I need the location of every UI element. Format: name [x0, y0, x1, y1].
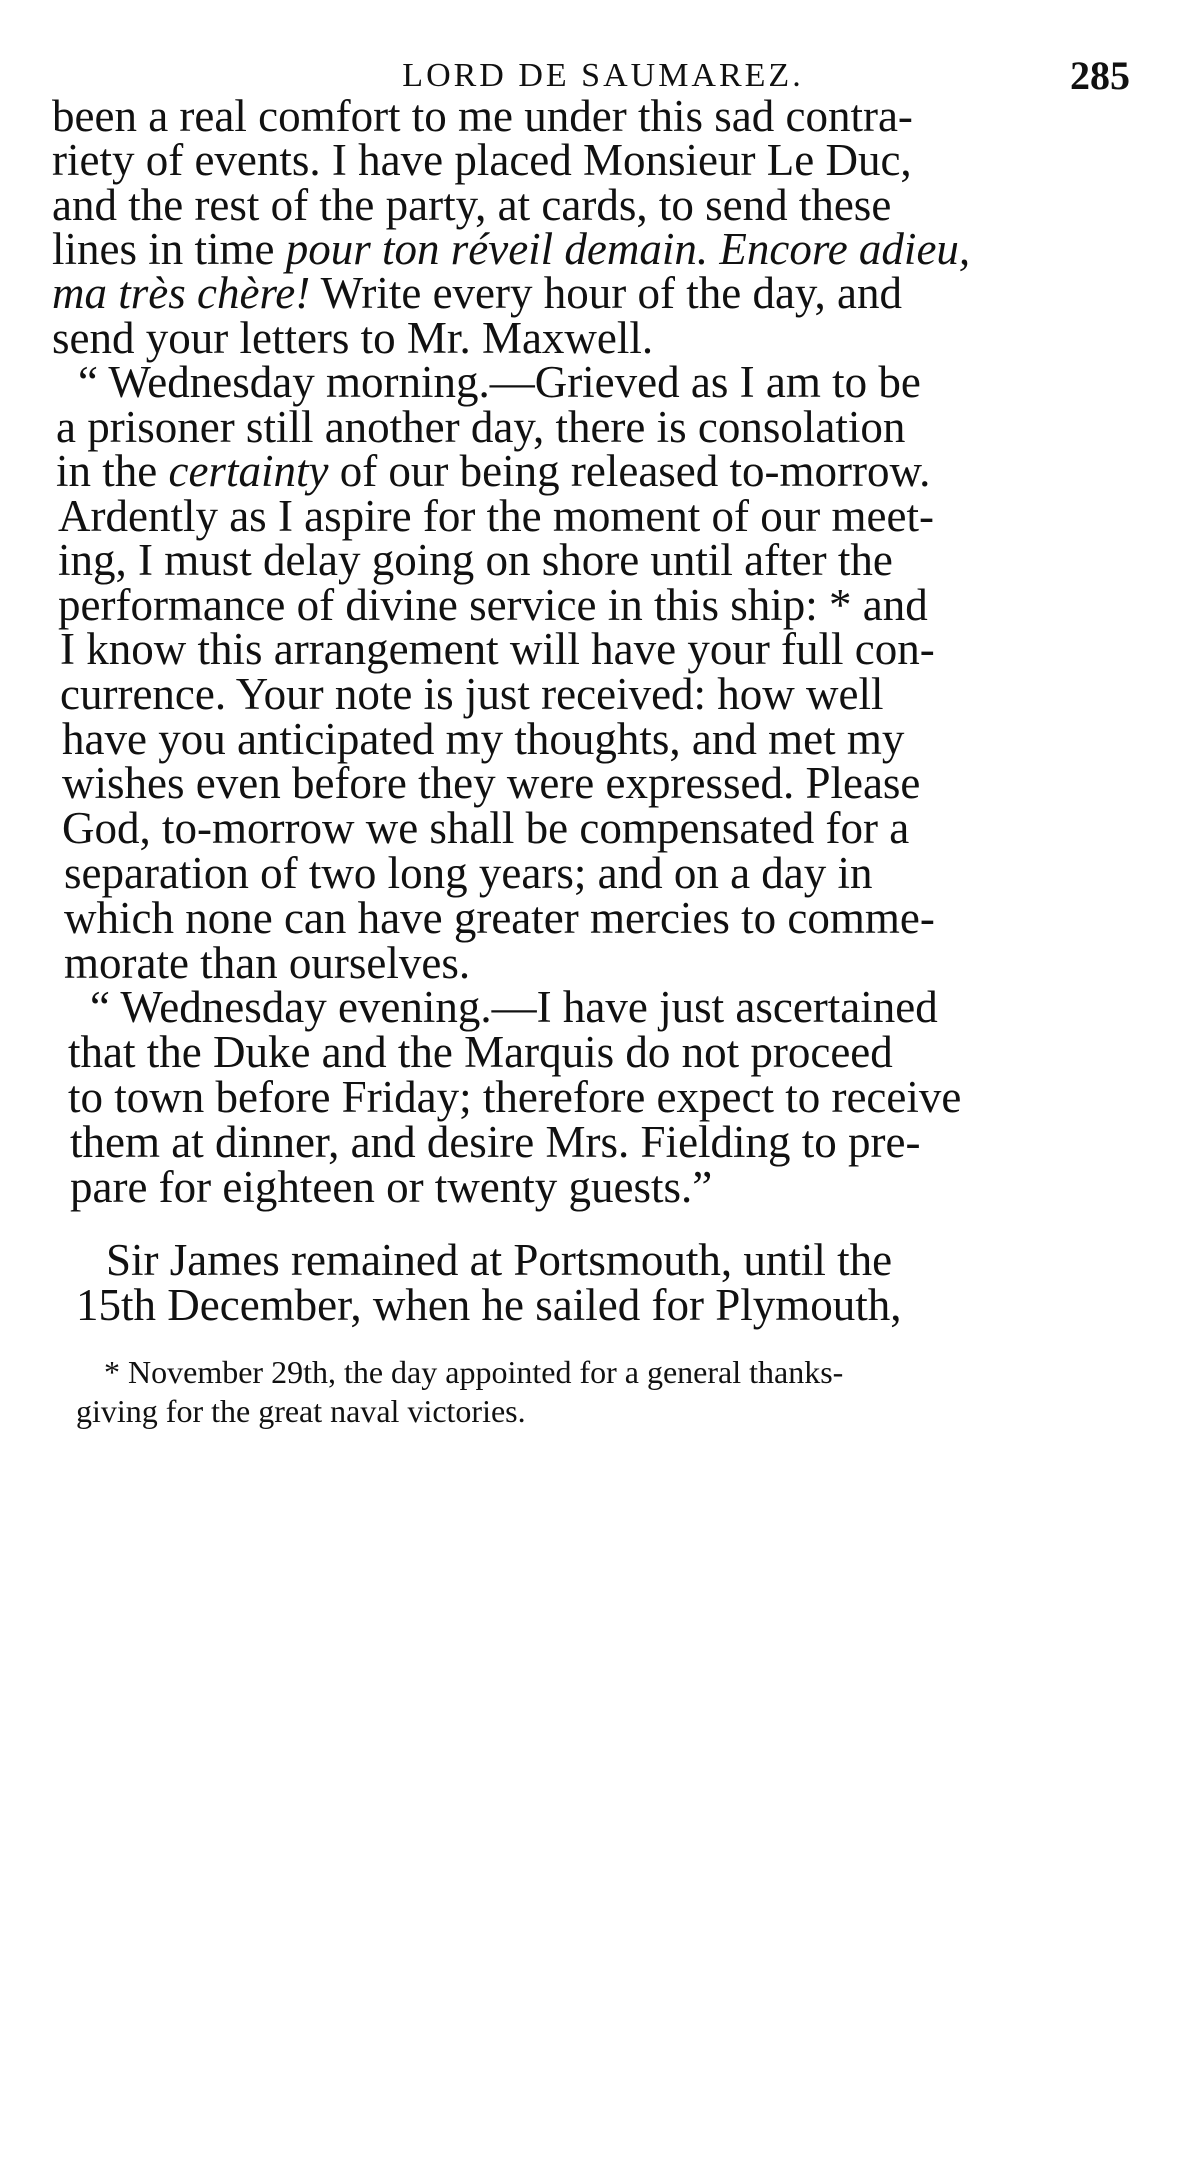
text-line: them at dinner, and desire Mrs. Fielding to pre-: [70, 1117, 921, 1167]
italic-text: certainty: [168, 446, 329, 496]
footnote-line: * November 29th, the day appointed for a general thanks-: [104, 1354, 844, 1390]
text-segment: of our being released to-morrow.: [328, 446, 931, 496]
text-line: God, to-morrow we shall be compensated for a: [62, 803, 910, 853]
text-line: I know this arrangement will have your full con-: [60, 624, 935, 674]
text-line: to town before Friday; therefore expect to receive: [68, 1072, 962, 1122]
text-line: ing, I must delay going on shore until after the: [58, 535, 893, 585]
text-segment: Write every hour of the day, and: [310, 268, 902, 318]
text-line: send your letters to Mr. Maxwell.: [52, 313, 654, 363]
text-line: 15th December, when he sailed for Plymouth,: [76, 1280, 902, 1330]
text-line: “ Wednesday morning.—Grieved as I am to be: [78, 357, 921, 407]
text-segment: lines in time: [52, 224, 286, 274]
text-line: separation of two long years; and on a day in: [64, 848, 873, 898]
italic-text: pour ton réveil demain. Encore adieu,: [285, 224, 971, 274]
text-line: performance of divine service in this ship: * and: [58, 580, 928, 630]
text-line: that the Duke and the Marquis do not proceed: [68, 1027, 893, 1077]
text-line: pare for eighteen or twenty guests.”: [70, 1162, 713, 1212]
text-segment: in the: [56, 446, 169, 496]
text-line: wishes even before they were expressed. Please: [62, 758, 921, 808]
text-line: been a real comfort to me under this sad contra-: [52, 91, 913, 141]
text-line: Sir James remained at Portsmouth, until the: [106, 1235, 893, 1285]
text-line: Ardently as I aspire for the moment of our meet-: [58, 491, 934, 541]
italic-text: ma très chère!: [52, 268, 311, 318]
text-line: “ Wednesday evening.—I have just ascertained: [90, 982, 938, 1032]
text-line: which none can have greater mercies to comme-: [64, 893, 935, 943]
text-line: a prisoner still another day, there is consolation: [56, 402, 906, 452]
text-line: morate than ourselves.: [64, 938, 471, 988]
page-number: 285: [1070, 53, 1130, 98]
running-title: LORD DE SAUMAREZ.: [402, 57, 804, 94]
text-line: have you anticipated my thoughts, and met my: [62, 714, 905, 764]
text-line: riety of events. I have placed Monsieur Le Duc,: [52, 135, 912, 185]
text-line: and the rest of the party, at cards, to send these: [52, 180, 892, 230]
text-line: currence. Your note is just received: how well: [60, 669, 884, 719]
footnote-line: giving for the great naval victories.: [76, 1393, 526, 1429]
